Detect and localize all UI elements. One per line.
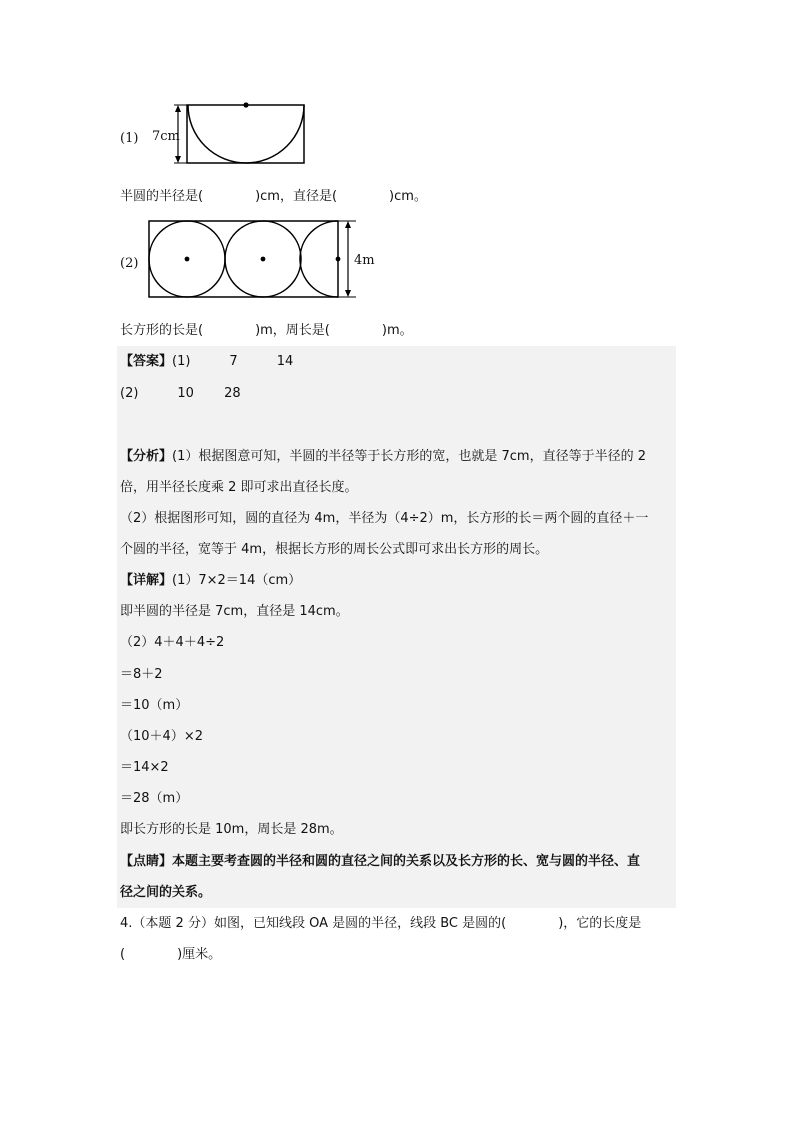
comment-line1-text: 本题主要考查圆的半径和圆的直径之间的关系以及长方形的长、宽与圆的半径、直 [172,854,641,869]
question2-text: 长方形的长是( )m，周长是( )m。 [120,323,413,338]
detail-line1 [120,572,301,590]
figure2-dimension: 4m [354,253,375,268]
detail-line7: ＝14×2 [120,760,169,775]
analysis-line2: 倍，用半径长度乘 2 即可求出直径长度。 [120,480,358,495]
comment-heading: 【点睛】 [120,854,173,869]
detail-line8: ＝28（m） [120,791,189,806]
answer-line1 [120,353,293,371]
detail-line1-text: (1）7×2＝14（cm） [172,573,302,588]
figure1-label: (1) [120,131,139,146]
detail-line9: 即长方形的长是 10m，周长是 28m。 [120,822,343,837]
answer-line2: (2) 10 28 [120,386,241,401]
answer-heading: 【答案】 [120,354,173,369]
analysis-line3: （2）根据图形可知，圆的直径为 4m，半径为（4÷2）m，长方形的长＝两个圆的直径＋一 [120,511,649,526]
analysis-heading: 【分析】 [120,449,173,464]
detail-line4: ＝8＋2 [120,667,163,682]
figure2-circles-diagram [146,218,386,302]
detail-line2: 即半圆的半径是 7cm，直径是 14cm。 [120,604,349,619]
figure2-label: (2) [120,256,139,271]
comment-line2-text: 径之间的关系。 [120,885,212,900]
detail-heading: 【详解】 [120,573,173,588]
analysis-line1 [120,448,646,466]
answer-line1-text: (1) 7 14 [172,354,294,369]
question1-text: 半圆的半径是( )cm，直径是( )cm。 [120,189,427,204]
question4-line2: ( )厘米。 [120,947,222,962]
detail-line5: ＝10（m） [120,698,189,713]
comment-line2 [120,884,211,902]
figure1-semicircle-diagram [170,98,310,168]
analysis-line1-text: (1）根据图意可知，半圆的半径等于长方形的宽，也就是 7cm，直径等于半径的 2 [172,449,646,464]
comment-line1 [120,853,640,871]
figure1-dimension: 7cm [152,129,180,144]
detail-line6: （10＋4）×2 [120,729,203,744]
detail-line3: （2）4＋4＋4÷2 [120,635,225,650]
question4-line1: 4.（本题 2 分）如图，已知线段 OA 是圆的半径，线段 BC 是圆的( )，它的长度是 [120,916,642,931]
analysis-line4: 个圆的半径，宽等于 4m，根据长方形的周长公式即可求出长方形的周长。 [120,542,549,557]
